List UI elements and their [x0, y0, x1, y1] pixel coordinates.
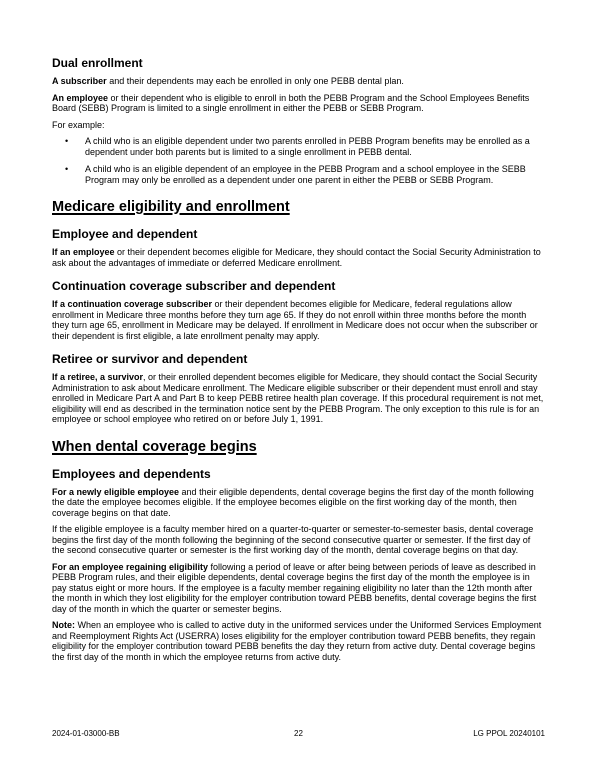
heading-medicare-eligibility	[52, 198, 545, 216]
footer-page-number: 22	[294, 729, 303, 738]
page-footer	[52, 729, 545, 739]
bold-lead-if-employee: If an employee	[52, 247, 115, 257]
heading-underlined-text: Medicare eligibility and enrollment	[52, 199, 290, 215]
paragraph-text: or their dependent who is eligible to enroll in both the PEBB Program and the School Employees Benefits Board (SEBB) Program is limited to a single enrollment in either the PEBB or SEBB Program.	[52, 92, 530, 113]
paragraph-continuation-medicare	[52, 299, 545, 341]
bold-lead-regaining: For an employee regaining eligibility	[52, 561, 209, 572]
paragraph-text: When an employee who is called to active duty in the uniformed services under the Uniformed Services Employment and Reemployment Rights Act (USERRA) loses eligibility for the employer contribution toward PEBB benefits, they regain eligibility for the employer contribution toward PEBB benefits the day they return from active duty. Dental coverage begins the first day of the month in which the employee returns from active duty.	[52, 620, 542, 662]
paragraph-retiree-medicare	[52, 372, 545, 425]
heading-retiree-survivor: Retiree or survivor and dependent	[52, 352, 248, 366]
paragraph-subscriber	[52, 76, 545, 87]
bold-lead-note: Note:	[52, 620, 75, 630]
paragraph-regaining-eligibility	[52, 562, 545, 615]
bold-lead-retiree: If a retiree, a survivor	[52, 372, 144, 382]
paragraph-faculty-member: If the eligible employee is a faculty member hired on a quarter-to-quarter or semester-to-semester basis, dental coverage begins the first day of the month following the beginning of the second consecutive quarter or semester. If the first day of the second consecutive quarter or semester is the first working day of the month, dental coverage begins on that day.	[52, 524, 534, 555]
footer-document-code: LG PPOL 20240101	[473, 729, 545, 738]
bold-lead-employee: An employee	[52, 92, 109, 103]
heading-when-dental-coverage-begins	[52, 438, 545, 456]
paragraph-text: and their dependents may each be enrolled in only one PEBB dental plan.	[106, 76, 404, 86]
heading-dual-enrollment: Dual enrollment	[52, 56, 143, 70]
paragraph-userra-note	[52, 620, 545, 662]
paragraph-for-example: For example:	[52, 119, 105, 130]
footer-document-number: 2024-01-03000-BB	[52, 729, 120, 738]
paragraph-text: or their dependent becomes eligible for Medicare, federal regulations allow enrollment in Medicare three months before they turn age 65. If they do not enroll within three months before the month they turn age 65, enrollment in Medicare may be delayed. If enrollment in Medicare does not occur when the subscriber or their dependent is first eligible, a late enrollment penalty may apply.	[52, 299, 538, 341]
paragraph-employee-medicare	[52, 247, 545, 268]
paragraph-employee-sebb	[52, 93, 545, 114]
heading-employee-and-dependent: Employee and dependent	[52, 227, 198, 241]
heading-employees-and-dependents: Employees and dependents	[52, 466, 211, 481]
bold-lead-continuation: If a continuation coverage subscriber	[52, 299, 213, 309]
paragraph-text: or their dependent becomes eligible for Medicare, they should contact the Social Security Administration to ask about the advantages of immediate or deferred Medicare enrollment.	[52, 247, 541, 268]
paragraph-text: , or their enrolled dependent becomes eligible for Medicare, they should contact the Social Security Administration to ask about Medicare enrollment. The Medicare eligible subscriber or their dependent must enroll and stay enrolled in Medicare Part A and Part B to keep PEBB retiree health plan coverage. If this procedural requirement is not met, eligibility will end as described in the termination notice sent by the PEBB Program. The only exception to this rule is for an employee or school employee who retired on or before July 1, 1991.	[52, 372, 544, 424]
paragraph-text: and their eligible dependents, dental coverage begins the first day of the month following the date the employee becomes eligible. If the employee becomes eligible on the first working day of the month, then coverage begins on that date.	[52, 486, 534, 518]
example-bullet-list	[52, 136, 545, 185]
bullet-item-two-parents: • A child who is an eligible dependent under two parents enrolled in PEBB Program benefits may be enrolled as a dependent under both parents but is limited to a single enrollment in PEBB dental.	[52, 136, 545, 157]
paragraph-newly-eligible	[52, 487, 545, 519]
bold-lead-subscriber: A subscriber	[52, 76, 107, 86]
heading-continuation-coverage: Continuation coverage subscriber and dependent	[52, 279, 336, 293]
paragraph-text: following a period of leave or after being between periods of leave as described in PEBB Program rules, and their eligible dependents, dental coverage begins the first day of the month the employee is in pay status eight or more hours. If the employee is a faculty member regaining eligibility no later than the 12th month after the month in which they lost eligibility for the employer contribution toward PEBB benefits, dental coverage begins the first day of the month in which the quarter or semester begins.	[52, 561, 537, 614]
bullet-item-pebb-sebb-parent: • A child who is an eligible dependent of an employee in the PEBB Program and a school employee in the SEBB Program may only be enrolled as a dependent under one parent in either the PEBB or SEBB Program.	[52, 164, 545, 185]
bold-lead-newly-eligible: For a newly eligible employee	[52, 486, 180, 497]
heading-underlined-text: When dental coverage begins	[52, 438, 257, 455]
